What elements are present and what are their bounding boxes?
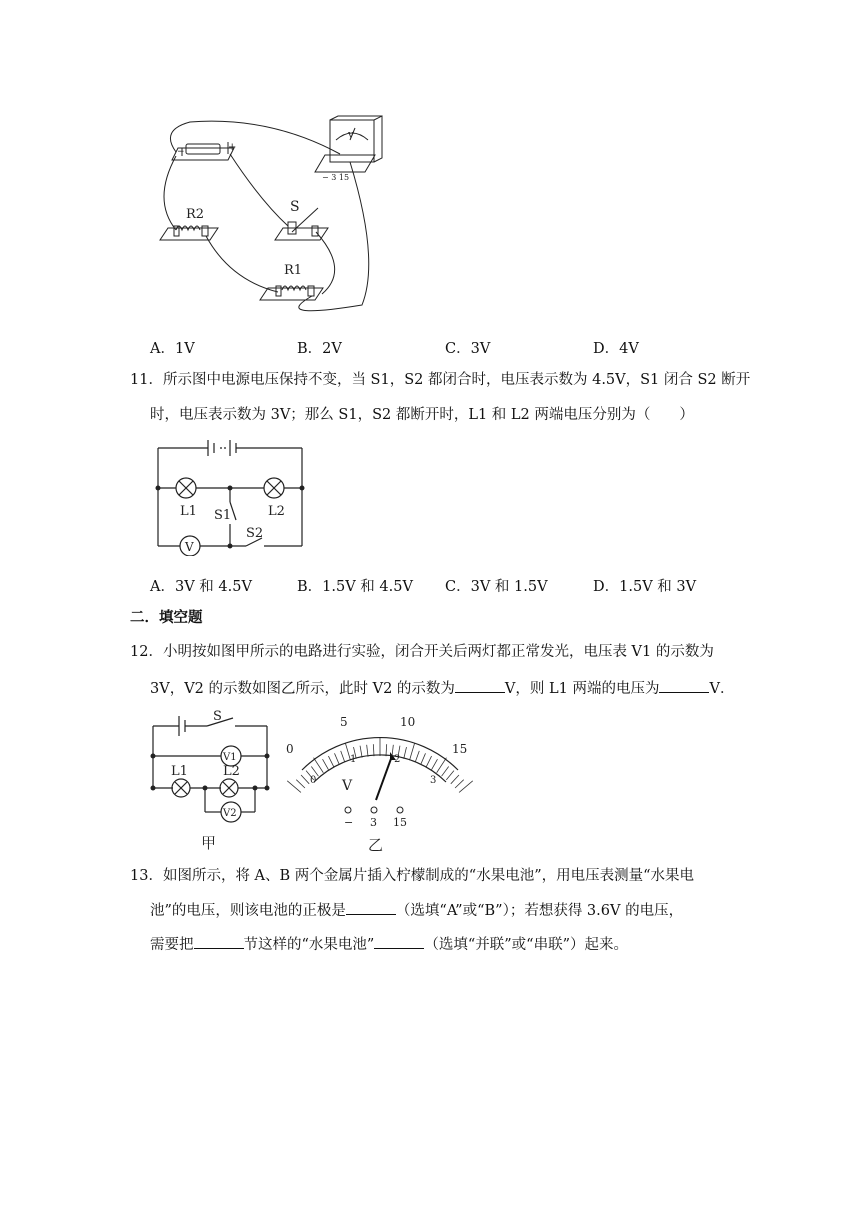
q10-circuit-figure xyxy=(150,110,390,320)
l2-label: L2 xyxy=(268,504,285,519)
option-letter: B． xyxy=(297,579,323,595)
question-text: V． xyxy=(709,681,735,697)
q11-option-d[interactable] xyxy=(593,575,696,596)
meter-v-label: V xyxy=(342,778,353,794)
q10-option-b[interactable] xyxy=(297,337,342,358)
inner-tick-2: 2 xyxy=(394,754,401,765)
q11-circuit-figure xyxy=(150,438,310,556)
voltmeter-symbol: V xyxy=(185,540,194,554)
option-letter: C． xyxy=(445,579,471,595)
option-text: 1.5V 和 3V xyxy=(619,579,697,595)
dial-tick xyxy=(426,756,431,767)
dial-tick xyxy=(314,758,324,773)
plus-sign: + xyxy=(228,142,237,153)
dial-tick xyxy=(432,759,438,769)
v2-symbol: V2 xyxy=(223,808,237,819)
inner-tick-3: 3 xyxy=(430,775,437,786)
dial-tick xyxy=(410,743,415,760)
q11-option-b[interactable] xyxy=(297,575,413,596)
l1-label: L1 xyxy=(180,504,197,519)
q12-question-line1 xyxy=(130,642,714,662)
l1-label: L1 xyxy=(171,764,188,779)
answer-blank-1[interactable] xyxy=(346,900,396,915)
question-number: 11． xyxy=(130,372,163,388)
outer-tick-0: 0 xyxy=(286,742,294,756)
option-letter: A． xyxy=(150,579,175,595)
q12-fig-jia xyxy=(145,708,275,856)
option-text: 2V xyxy=(322,341,342,357)
answer-blank-3[interactable] xyxy=(374,934,424,949)
q13-question-line1 xyxy=(130,866,694,886)
question-text: V，则 L1 两端的电压为 xyxy=(504,681,660,697)
r1-label: R1 xyxy=(284,263,303,278)
s1-label: S1 xyxy=(214,508,232,523)
q10-option-c[interactable] xyxy=(445,337,490,358)
dial-tick xyxy=(360,746,362,758)
answer-blank-2[interactable] xyxy=(194,934,244,949)
option-text: 1V xyxy=(174,341,195,357)
dial-tick xyxy=(404,747,407,759)
q10-option-d[interactable] xyxy=(593,337,639,358)
option-text: 3V 和 4.5V xyxy=(174,579,252,595)
question-text: 节这样的“水果电池” xyxy=(243,937,375,953)
dial-tick xyxy=(446,771,454,780)
q11-option-c[interactable] xyxy=(445,575,548,596)
fig-caption: 乙 xyxy=(368,836,384,854)
answer-blank-2[interactable] xyxy=(659,678,709,693)
dial-tick xyxy=(367,745,368,757)
dial-tick xyxy=(341,751,345,762)
outer-tick-15: 15 xyxy=(452,742,468,756)
option-letter: B． xyxy=(297,341,323,357)
s-label: S xyxy=(213,709,222,724)
question-text: 需要把 xyxy=(150,937,194,953)
dial-tick xyxy=(296,780,305,788)
dial-tick xyxy=(373,744,374,756)
r2-label: R2 xyxy=(186,207,205,222)
q13-question-line3 xyxy=(150,934,628,955)
dial-tick xyxy=(451,775,459,784)
question-text: 小明按如图甲所示的电路进行实验，闭合开关后两灯都正常发光，电压表 V1 的示数为 xyxy=(162,644,714,660)
question-text: 所示图中电源电压保持不变，当 S1，S2 都闭合时，电压表示数为 4.5V，S1 闭合 S2 断开 xyxy=(162,372,751,388)
q11-option-a[interactable] xyxy=(150,575,252,596)
option-text: 3V xyxy=(470,341,491,357)
minus-sign: − xyxy=(177,147,185,157)
question-number: 13． xyxy=(130,868,163,884)
option-letter: A． xyxy=(150,341,175,357)
fig-caption: 甲 xyxy=(201,834,217,852)
q11-question-line1 xyxy=(130,370,750,390)
dial-tick xyxy=(455,780,464,788)
dial-tick xyxy=(301,775,309,784)
dial-tick xyxy=(415,751,419,762)
q11-question-line2: 时，电压表示数为 3V；那么 S1，S2 都断开时，L1 和 L2 两端电压分别为（ ） xyxy=(150,407,694,423)
inner-tick-1: 1 xyxy=(350,754,357,765)
option-text: 3V 和 1.5V xyxy=(470,579,548,595)
dial-tick xyxy=(437,758,447,773)
dial-tick xyxy=(442,767,449,777)
inner-tick-0: 0 xyxy=(310,775,317,786)
outer-tick-10: 10 xyxy=(400,715,416,729)
option-text: 4V xyxy=(619,341,639,357)
question-text: 池”的电压，则该电池的正极是 xyxy=(150,903,346,919)
q10-option-a[interactable] xyxy=(150,337,195,358)
outer-tick-5: 5 xyxy=(340,715,348,729)
dial-tick xyxy=(323,759,329,769)
terminal-minus: − xyxy=(344,816,354,829)
v1-symbol: V1 xyxy=(223,752,237,763)
dial-tick xyxy=(334,753,339,764)
answer-blank-1[interactable] xyxy=(455,678,505,693)
terminal-3: 3 xyxy=(370,816,377,829)
question-text: （选填“并联”或“串联”）起来。 xyxy=(424,937,628,953)
q12-fig-yi-meter xyxy=(280,708,480,856)
question-number: 12． xyxy=(130,644,163,660)
terminal-15: 15 xyxy=(393,816,407,829)
question-text: 如图所示，将 A、B 两个金属片插入柠檬制成的“水果电池”，用电压表测量“水果电 xyxy=(162,868,695,884)
l2-label: L2 xyxy=(223,764,240,779)
dial-tick xyxy=(328,756,333,767)
section-heading: 二．填空题 xyxy=(130,610,203,626)
option-text: 1.5V 和 4.5V xyxy=(322,579,413,595)
question-text: （选填“A”或“B”）；若想获得 3.6V 的电压， xyxy=(395,903,684,919)
s-label: S xyxy=(290,199,300,215)
option-letter: C． xyxy=(445,341,471,357)
q13-question-line2 xyxy=(150,900,683,921)
q12-question-line2 xyxy=(150,678,734,699)
meter-terminals: − 3 15 xyxy=(322,173,350,182)
s2-label: S2 xyxy=(246,526,264,541)
option-letter: D． xyxy=(593,341,620,357)
meter-v-label: V xyxy=(348,131,354,140)
option-letter: D． xyxy=(593,579,620,595)
dial-tick xyxy=(386,744,387,756)
dial-tick xyxy=(421,753,426,764)
question-text: 3V，V2 的示数如图乙所示，此时 V2 的示数为 xyxy=(150,681,455,697)
